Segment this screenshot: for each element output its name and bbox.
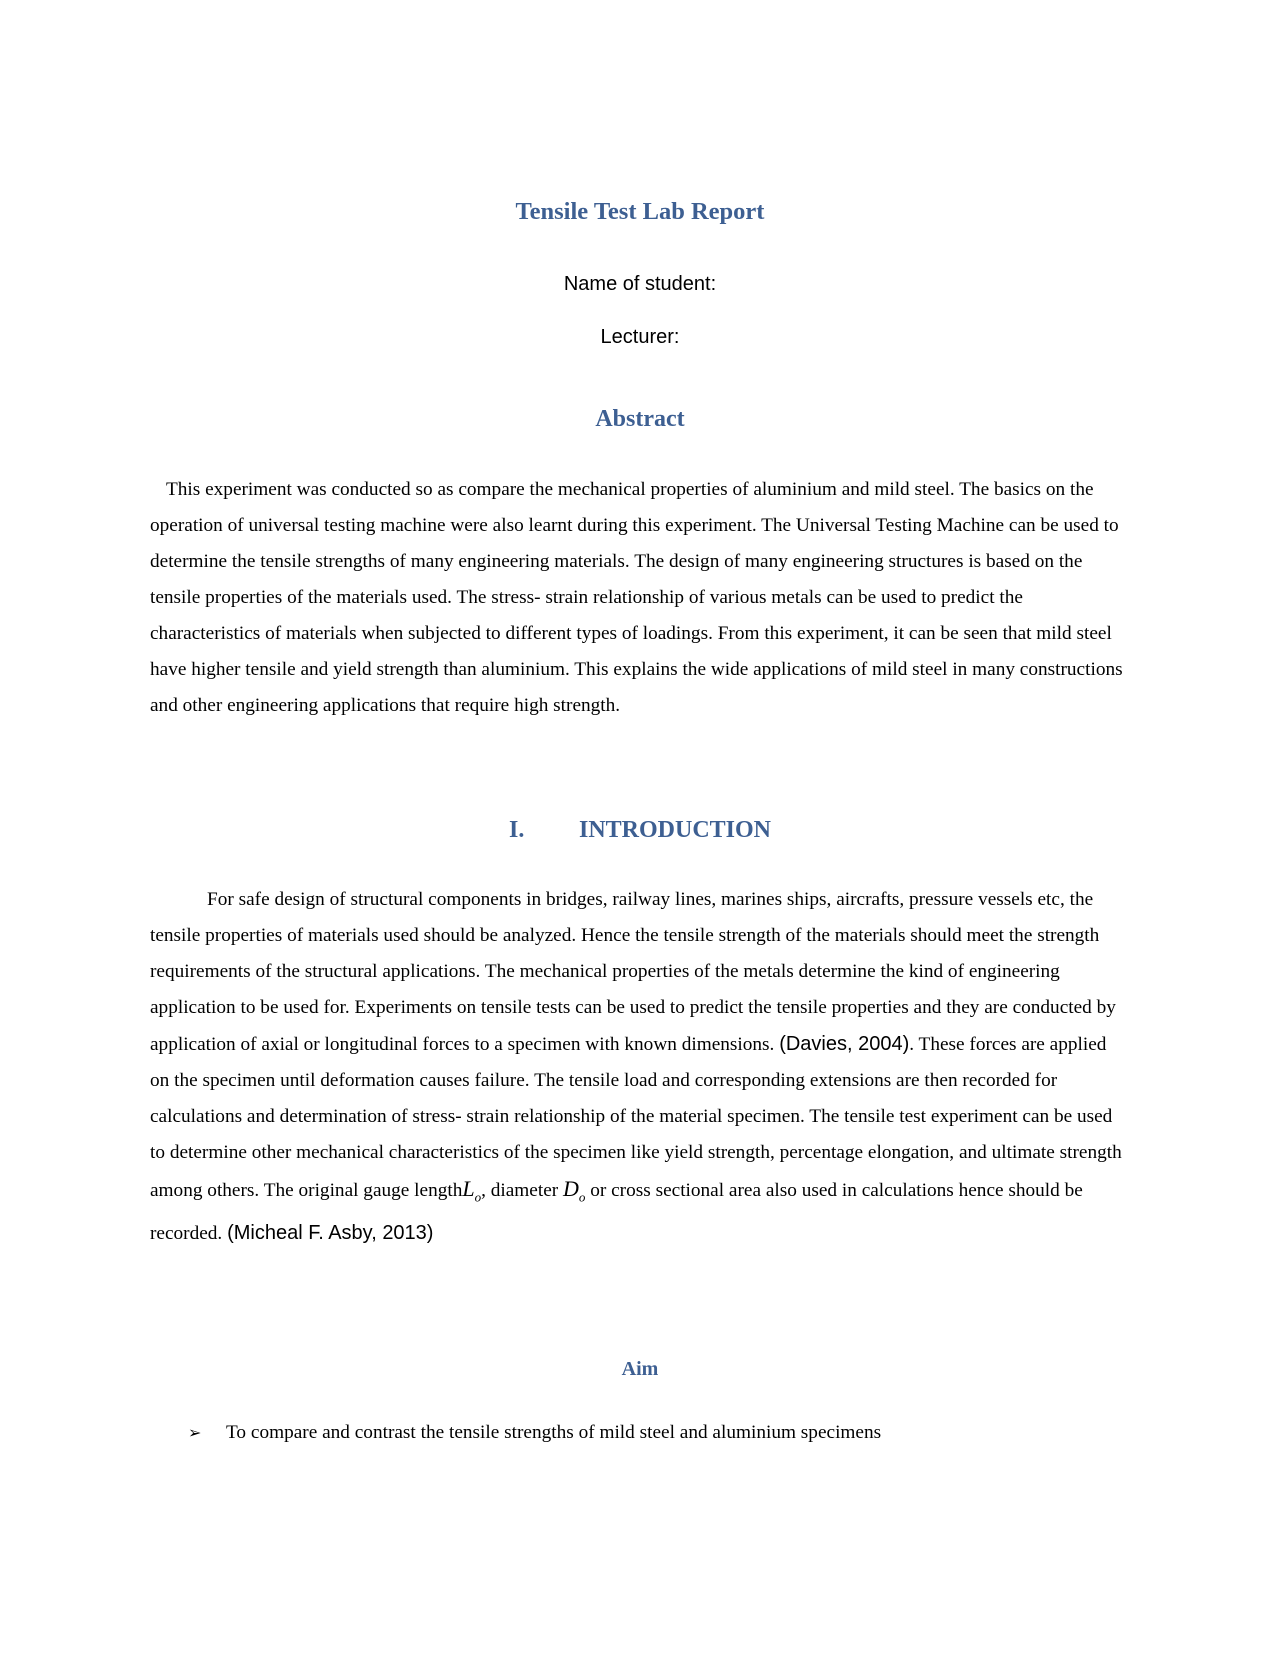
section-number: I. <box>508 817 525 843</box>
introduction-heading <box>0 817 1280 844</box>
diameter-letter: D <box>563 1176 579 1201</box>
gauge-length-symbol <box>462 1176 482 1205</box>
list-item <box>188 1415 1128 1451</box>
section-title: INTRODUCTION <box>578 817 772 843</box>
aim-list <box>188 1415 1128 1451</box>
intro-text-part2: . These forces are applied on the specimen until deformation causes failure. The tensile load and corresponding extensions are then recorded for calculations and determination of stress- strain relationship of the material specimen. The tensile test experiment can be used to determine other mechanical characteristics of the specimen like yield strength, percentage elongation, and ultimate strength among others. The original gauge length <box>150 1034 1122 1201</box>
intro-text-part4: or cross sectional area also used in calculations hence should be recorded. <box>150 1180 1083 1245</box>
intro-text-part3: , diameter <box>481 1180 564 1201</box>
introduction-paragraph <box>150 882 1130 1252</box>
arrowhead-bullet-icon: ➢ <box>188 1423 202 1442</box>
gauge-length-subscript: o <box>474 1189 482 1205</box>
intro-text-part1: For safe design of structural components in bridges, railway lines, marines ships, aircrafts, pressure vessels etc, the tensile properties of materials used should be analyzed. Hence the tensile strength of the materials should meet the strength requirements of the structural applications. The mechanical properties of the metals determine the kind of engineering application to be used for. Experiments on tensile tests can be used to predict the tensile properties and they are conducted by application of axial or longitudinal forces to a specimen with known dimensions. <box>150 889 1116 1055</box>
abstract-heading: Abstract <box>595 406 685 432</box>
diameter-symbol <box>563 1176 586 1205</box>
document-title: Tensile Test Lab Report <box>515 198 765 225</box>
diameter-subscript: o <box>578 1189 586 1205</box>
abstract-paragraph: This experiment was conducted so as compare the mechanical properties of aluminium and mild steel. The basics on the operation of universal testing machine were also learnt during this experiment. The Universal Testing Machine can be used to determine the tensile strengths of many engineering materials. The design of many engineering structures is based on the tensile properties of the materials used. The stress- strain relationship of various metals can be used to predict the characteristics of materials when subjected to different types of loadings. From this experiment, it can be seen that mild steel have higher tensile and yield strength than aluminium. This explains the wide applications of mild steel in many constructions and other engineering applications that require high strength. <box>150 479 1123 716</box>
citation-asby: (Micheal F. Asby, 2013) <box>227 1222 434 1245</box>
lecturer-line: Lecturer: <box>600 326 680 348</box>
gauge-length-letter: L <box>462 1176 475 1201</box>
aim-heading: Aim <box>621 1358 659 1380</box>
student-name-line: Name of student: <box>563 273 717 295</box>
aim-item-text: To compare and contrast the tensile strengths of mild steel and aluminium specimens <box>226 1422 882 1443</box>
citation-davies: (Davies, 2004) <box>779 1033 910 1055</box>
